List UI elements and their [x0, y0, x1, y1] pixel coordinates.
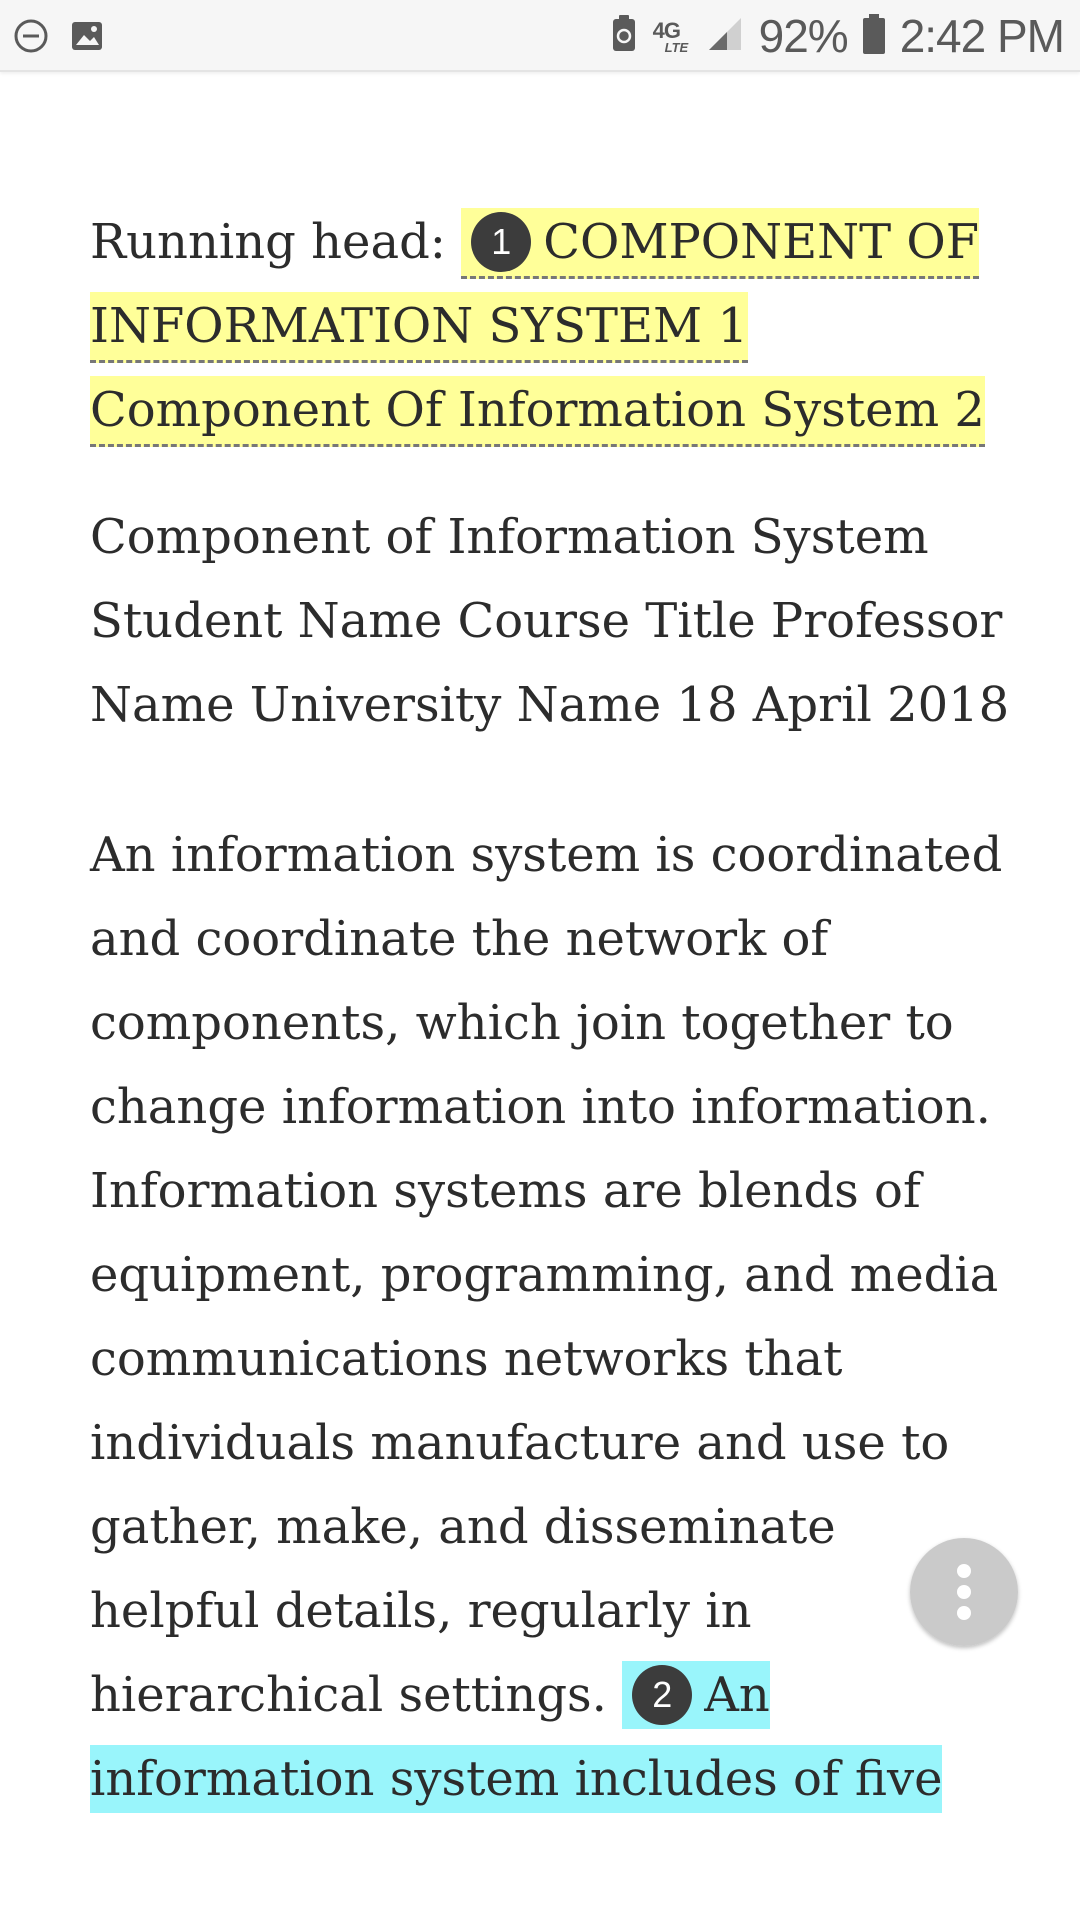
- image-icon: [68, 17, 106, 60]
- running-head-paragraph: [90, 200, 1010, 452]
- document-body: [90, 200, 1010, 1821]
- battery-percent: 92%: [758, 10, 848, 62]
- more-vert-icon: [957, 1564, 971, 1578]
- network-label: 4G: [652, 18, 680, 43]
- data-saver-icon: [609, 13, 639, 60]
- do-not-disturb-icon: [12, 17, 50, 60]
- body-highlight-text: An information system includes of five: [90, 1667, 943, 1807]
- running-head-prefix: Running head:: [90, 214, 462, 270]
- suggestion-marker-2[interactable]: 2: [632, 1665, 692, 1725]
- signal-strength-icon: [705, 14, 745, 59]
- network-sub-label: LTE: [664, 40, 689, 55]
- suggestion-marker-1[interactable]: 1: [471, 212, 531, 272]
- network-4g-lte-icon: [653, 16, 691, 56]
- title-block-paragraph: Component of Information System Student Name Course Title Professor Name University Name 18 April 2018: [90, 509, 1010, 733]
- body-paragraph: [90, 813, 1010, 1821]
- battery-icon: [862, 13, 886, 60]
- status-bar: [0, 0, 1080, 72]
- running-head-highlight-text: COMPONENT OF INFORMATION SYSTEM 1 Component Of Information System 2: [90, 214, 985, 438]
- status-bar-right: [609, 8, 1064, 64]
- more-vert-icon: [957, 1606, 971, 1620]
- body-text: An information system is coordinated and coordinate the network of components, which join together to change information into information. Information systems are blends of equipment, programming, and media communications networks that individuals manufacture and use to gather, make, and disseminate helpful details, regularly in hierarchical settings.: [90, 827, 1003, 1723]
- status-bar-left: [12, 17, 106, 60]
- more-vert-icon: [957, 1585, 971, 1599]
- clock: 2:42 PM: [899, 10, 1064, 62]
- more-options-button[interactable]: [910, 1538, 1018, 1646]
